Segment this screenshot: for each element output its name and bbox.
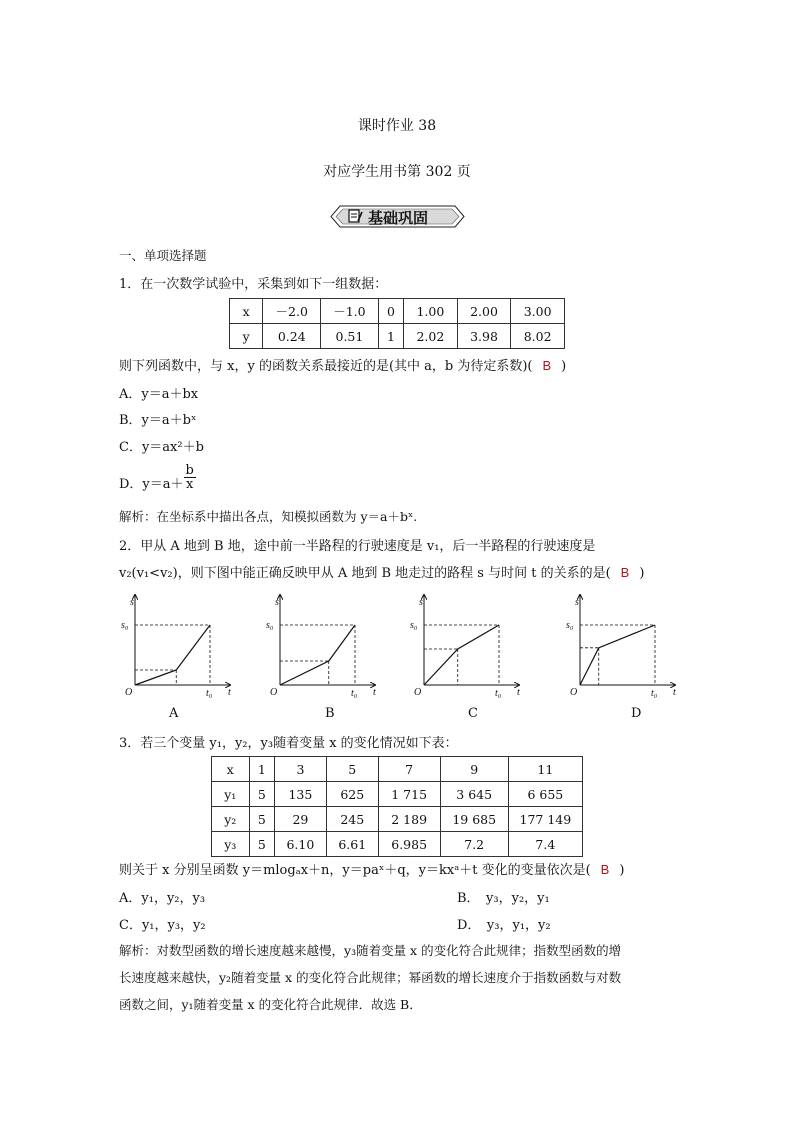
table-cell: 0 [378,299,403,324]
graph-b-t0-label: t₀ [351,688,358,699]
table-cell: y [230,324,263,349]
q2-close-paren: ) [639,566,645,581]
graph-b-path-line [280,625,355,685]
graph-label-a: A [169,706,179,721]
graph-a-t-label: t [228,687,231,698]
graph-d-s-label: s [575,597,579,608]
q3-question-text: 则关于 x 分别呈函数 y＝mlogₐx＋n，y＝paˣ＋q，y＝kxᵃ＋t 变化的变量依次是( [119,863,591,878]
notepad-icon [347,208,363,228]
graph-b-origin-label: O [270,687,278,698]
table-cell: 1 715 [378,782,440,807]
q3-question [119,859,624,878]
table-cell: 5 [326,757,378,782]
graph-d-t0-label: t₀ [651,688,658,699]
table-cell: 625 [326,782,378,807]
table-cell: 7.4 [508,832,582,857]
q2-answer: B [620,565,630,580]
q2-question-text: v₂(v₁<v₂)，则下图中能正确反映甲从 A 地到 B 地走过的路程 s 与时间 t 的关系的是( [119,566,611,581]
graph-a-s-label: s [130,597,134,608]
table-cell: 3.00 [511,299,565,324]
table-cell: y₃ [212,832,250,857]
table-cell: 3 [275,757,327,782]
table-cell: 2.02 [404,324,458,349]
banner-label: 基础巩固 [368,209,429,227]
q1-option-b: B．y＝a＋bˣ [119,413,197,428]
q1-option-a: A．y＝a＋bx [119,387,199,402]
table-cell: 6.10 [275,832,327,857]
graph-label-b: B [325,706,335,721]
q3-explanation-line1: 解析：对数型函数的增长速度越来越慢，y₃随着变量 x 的变化符合此规律；指数型函数的增 [119,943,622,958]
q3-option-c: C．y₁，y₃，y₂ [119,918,206,933]
graph-d-s0-label: s₀ [566,620,574,631]
table-row [230,324,565,349]
graph-b-s0-label: s₀ [266,620,274,631]
table-cell: 1 [378,324,403,349]
graph-c-path-line [424,625,499,685]
graph-b-s-label: s [275,597,279,608]
q2-graphs [110,588,690,723]
graph-a-origin-label: O [125,687,133,698]
q1-data-table [229,298,565,349]
table-cell: 9 [440,757,508,782]
graph-d-t-label: t [673,687,676,698]
q3-close-paren: ) [619,863,625,878]
q1-option-d-prefix: D．y＝a＋ [119,477,184,492]
table-row [212,782,583,807]
table-cell: 6.985 [378,832,440,857]
graph-a-path-line [135,625,210,685]
graph-label-d: D [631,706,642,721]
q1-option-c: C．y＝ax²＋b [119,440,204,455]
table-cell: 1 [249,757,274,782]
q3-stem: 3．若三个变量 y₁，y₂，y₃随着变量 x 的变化情况如下表： [119,736,458,751]
table-cell: 5 [249,807,274,832]
table-cell: 177 149 [508,807,582,832]
q1-option-d-fraction [184,464,196,491]
q3-option-a: A．y₁，y₂，y₃ [119,891,206,906]
graph-c-t-label: t [517,687,520,698]
q1-answer: B [542,358,552,373]
table-row [212,832,583,857]
page-reference: 对应学生用书第 302 页 [323,164,471,180]
graph-c-s0-label: s₀ [410,620,418,631]
q1-question [119,355,566,374]
q3-option-d: D． y₃，y₁，y₂ [457,918,551,933]
q3-explanation-line2: 长速度越来越快，y₂随着变量 x 的变化符合此规律；幂函数的增长速度介于指数函数与对数 [119,970,622,985]
q3-option-b: B． y₃，y₂，y₁ [457,891,550,906]
table-cell: x [230,299,263,324]
worksheet-title: 课时作业 38 [357,118,437,134]
table-row [212,757,583,782]
table-cell: 245 [326,807,378,832]
table-row [212,807,583,832]
graph-c-origin-label: O [414,687,422,698]
graph-d-path-line [580,625,655,685]
table-cell: 2.00 [457,299,511,324]
table-cell: 135 [275,782,327,807]
q2-stem-line1: 2．甲从 A 地到 B 地，途中前一半路程的行驶速度是 v₁，后一半路程的行驶速度是 [119,539,596,554]
table-cell: 0.24 [263,324,321,349]
table-cell: 29 [275,807,327,832]
table-cell: －1.0 [321,299,379,324]
table-row [230,299,565,324]
graph-c-t0-label: t₀ [495,688,502,699]
table-cell: 1.00 [404,299,458,324]
table-cell: y₁ [212,782,250,807]
table-cell: 5 [249,832,274,857]
graph-c-s-label: s [419,597,423,608]
table-cell: 7 [378,757,440,782]
section-banner [330,205,465,228]
section-heading: 一、单项选择题 [119,248,207,263]
q2-stem-line2 [119,562,644,581]
q3-explanation-line3: 函数之间，y₁随着变量 x 的变化符合此规律．故选 B． [119,997,422,1012]
table-cell: 3 645 [440,782,508,807]
table-cell: 6.61 [326,832,378,857]
table-cell: 19 685 [440,807,508,832]
graph-b-t-label: t [373,687,376,698]
table-cell: 3.98 [457,324,511,349]
q3-answer: B [600,862,610,877]
table-cell: 2 189 [378,807,440,832]
graph-d-origin-label: O [570,687,578,698]
q1-close-paren: ) [561,359,567,374]
table-cell: 8.02 [511,324,565,349]
q1-option-d [119,464,196,491]
q1-explanation: 解析：在坐标系中描出各点，知模拟函数为 y＝a＋bˣ. [119,509,418,524]
fraction-denominator: x [186,477,194,492]
q1-question-text: 则下列函数中，与 x，y 的函数关系最接近的是(其中 a，b 为待定系数)( [119,359,533,374]
table-cell: y₂ [212,807,250,832]
table-cell: 7.2 [440,832,508,857]
graph-a-s0-label: s₀ [121,620,129,631]
fraction-numerator: b [185,463,194,478]
table-cell: －2.0 [263,299,321,324]
table-cell: 11 [508,757,582,782]
q1-stem: 1．在一次数学试验中，采集到如下一组数据： [119,277,388,292]
q3-data-table [211,756,583,857]
graph-label-c: C [468,706,478,721]
graph-a-t0-label: t₀ [206,688,213,699]
table-cell: 0.51 [321,324,379,349]
table-cell: 5 [249,782,274,807]
table-cell: 6 655 [508,782,582,807]
table-cell: x [212,757,250,782]
